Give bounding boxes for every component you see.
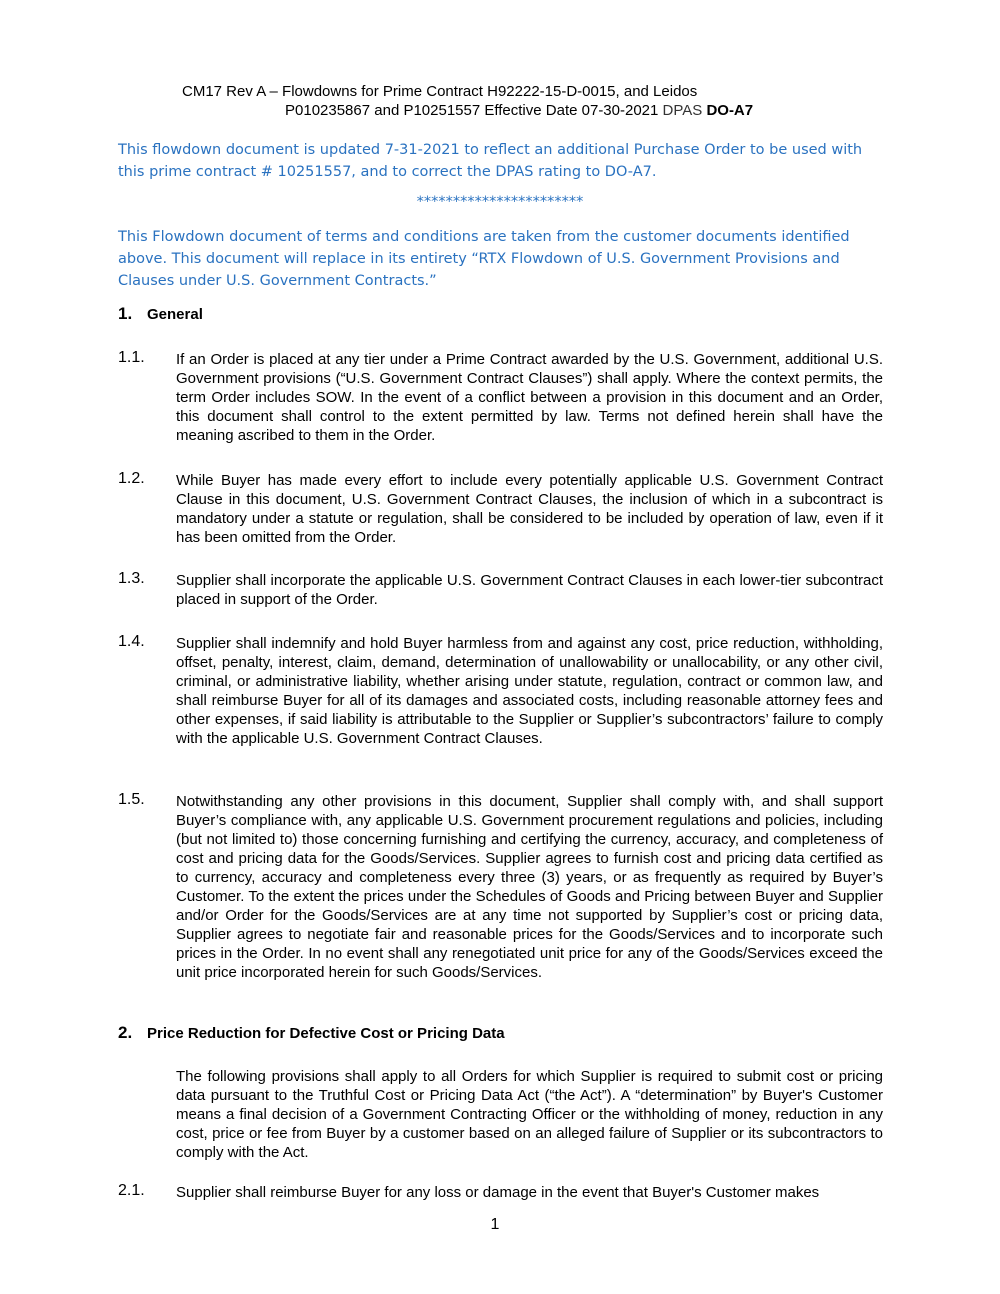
item-number: 2.1.: [118, 1182, 145, 1199]
item-text: Supplier shall incorporate the applicable U.S. Government Contract Clauses in each lower-tier subcontract placed in support of the Order.: [176, 572, 883, 608]
header-dpas-label: DPAS: [662, 102, 707, 119]
section-number: 2.: [118, 1023, 133, 1042]
update-notice: This flowdown document is updated 7-31-2021 to reflect an additional Purchase Order to be used with this prime contract # 10251557, and to correct the DPAS rating to DO-A7.: [118, 142, 863, 180]
item-text: Supplier shall indemnify and hold Buyer harmless from and against any cost, price reduction, withholding, offset, penalty, interest, claim, demand, determination of unallowability or unallocability, or any other civil, criminal, or administrative liability, whether arising under statute, regulation, contract or common law, and shall reimburse Buyer for all of its damages and associated costs, including reasonable attorney fees and other expenses, if said liability is attributable to the Supplier or Supplier’s subcontractors’ failure to comply with the applicable U.S. Government Contract Clauses.: [176, 635, 883, 747]
header-line-2: [182, 101, 822, 120]
item-text: Supplier shall reimburse Buyer for any loss or damage in the event that Buyer's Customer makes: [176, 1184, 820, 1201]
header-contract-numbers: P010235867 and P10251557 Effective Date 07-30-2021: [285, 102, 663, 119]
section-1-heading: [118, 304, 203, 324]
header-dpas-rating: DO-A7: [706, 102, 754, 119]
header-line-1: CM17 Rev A – Flowdowns for Prime Contract H92222-15-D-0015, and Leidos: [182, 83, 698, 100]
replacement-notice: This Flowdown document of terms and conditions are taken from the customer documents identified above. This document will replace in its entirety “RTX Flowdown of U.S. Government Provisions and Clauses under U.S. Government Contracts.”: [118, 229, 850, 289]
section-intro: The following provisions shall apply to all Orders for which Supplier is required to submit cost or pricing data pursuant to the Truthful Cost or Pricing Data Act (“the Act”). A “determination” by Buyer's Customer means a final decision of a Government Contracting Officer or the withholding of money, reduction in any cost, price or fee from Buyer by a customer based on an alleged failure of Supplier or its subcontractors to comply with the Act.: [176, 1068, 883, 1161]
item-text: Notwithstanding any other provisions in this document, Supplier shall comply with, and shall support Buyer’s compliance with, any applicable U.S. Government procurement regulations and policies, including (but not limited to) those concerning furnishing and certifying the currency, accuracy, and completeness of cost and pricing data for the Goods/Services. Supplier agrees to furnish cost and pricing data certified as to currency, accuracy and completeness every three (3) years, or as frequently as required by Buyer’s Customer. To the extent the prices under the Schedules of Goods and Pricing between Buyer and Supplier and/or Order for the Goods/Services are at any time not supported by Supplier’s cost or pricing data, Supplier agrees to negotiate fair and reasonable prices for the Goods/Services and to incorporate such prices in the Order. In no event shall any renegotiated unit price for any of the Goods/Services exceed the unit price incorporated herein for such Goods/Services.: [176, 793, 883, 981]
section-title: Price Reduction for Defective Cost or Pricing Data: [147, 1025, 505, 1042]
item-number: 1.1.: [118, 349, 145, 366]
page-number: 1: [490, 1216, 500, 1233]
section-2-heading: [118, 1023, 505, 1043]
item-number: 1.4.: [118, 633, 145, 650]
item-number: 1.3.: [118, 570, 145, 587]
item-number: 1.2.: [118, 470, 145, 487]
item-text: If an Order is placed at any tier under a Prime Contract awarded by the U.S. Government, additional U.S. Government provisions (“U.S. Government Contract Clauses”) shall apply. Where the context permits, the term Order includes SOW. In the event of a conflict between a provision in this document and an Order, this document shall control to the extent permitted by law. Terms not defined herein shall have the meaning ascribed to them in the Order.: [176, 351, 883, 444]
item-text: While Buyer has made every effort to include every potentially applicable U.S. Government Contract Clause in this document, U.S. Government Contract Clauses, the inclusion of which in a subcontract is mandatory under a statute or regulation, shall be considered to be included by operation of law, even if it has been omitted from the Order.: [176, 472, 883, 546]
item-number: 1.5.: [118, 791, 145, 808]
section-number: 1.: [118, 304, 133, 323]
notice-separator: ***********************: [416, 194, 584, 210]
document-header: [182, 82, 822, 120]
section-title: General: [147, 306, 203, 323]
